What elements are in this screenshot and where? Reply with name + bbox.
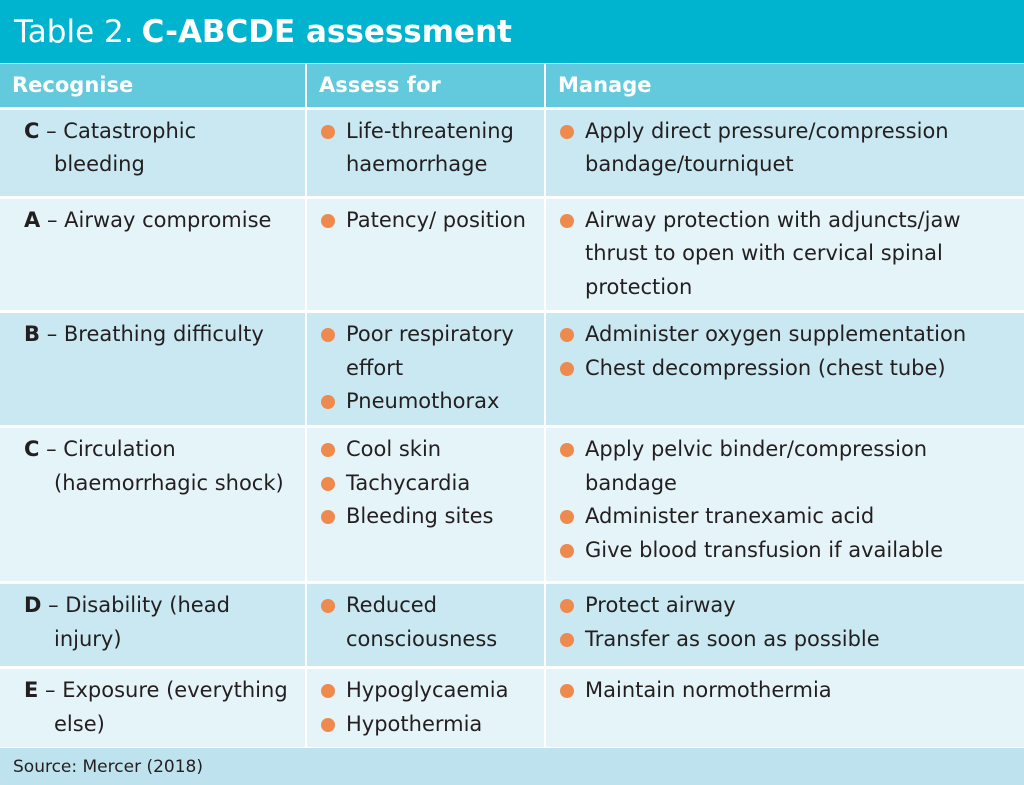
assess-item: Reduced consciousness xyxy=(319,589,532,656)
recognise-text xyxy=(12,433,293,500)
manage-cell xyxy=(545,668,1024,749)
recognise-cell xyxy=(0,197,306,312)
assess-cell xyxy=(306,583,545,668)
assess-cell xyxy=(306,427,545,583)
manage-item: Maintain normothermia xyxy=(558,674,1012,708)
manage-item: Apply direct pressure/compression bandage/tourniquet xyxy=(558,115,1012,182)
table-row xyxy=(0,427,1024,583)
assess-list xyxy=(319,204,532,238)
assess-list xyxy=(319,433,532,534)
manage-item: Chest decompression (chest tube) xyxy=(558,352,1012,386)
manage-item: Apply pelvic binder/compression bandage xyxy=(558,433,1012,500)
manage-list xyxy=(558,204,1012,305)
recognise-cell xyxy=(0,583,306,668)
assess-item: Cool skin xyxy=(319,433,532,467)
recognise-text xyxy=(12,204,293,238)
manage-cell xyxy=(545,197,1024,312)
recognise-letter: B xyxy=(24,322,41,346)
recognise-description: – Disability (head injury) xyxy=(48,593,230,651)
manage-cell xyxy=(545,583,1024,668)
table-body xyxy=(0,108,1024,749)
recognise-description: – Circulation (haemorrhagic shock) xyxy=(46,437,284,495)
manage-item: Give blood transfusion if available xyxy=(558,534,1012,568)
recognise-description: – Catastrophic bleeding xyxy=(46,118,197,176)
manage-cell xyxy=(545,108,1024,197)
recognise-cell xyxy=(0,108,306,197)
manage-cell xyxy=(545,312,1024,427)
recognise-letter: D xyxy=(24,593,42,617)
manage-item: Airway protection with adjuncts/jaw thrust to open with cervical spinal protection xyxy=(558,204,1012,305)
recognise-text xyxy=(12,589,293,656)
manage-list xyxy=(558,433,1012,567)
recognise-cell xyxy=(0,427,306,583)
recognise-description: – Breathing difficulty xyxy=(46,322,264,346)
assess-list xyxy=(319,318,532,419)
assess-item: Poor respiratory effort xyxy=(319,318,532,385)
recognise-description: – Airway compromise xyxy=(46,207,272,232)
recognise-letter: C xyxy=(24,118,40,143)
table-row xyxy=(0,197,1024,312)
assess-list xyxy=(319,589,532,656)
assess-item: Hypothermia xyxy=(319,708,532,742)
assess-item: Bleeding sites xyxy=(319,500,532,534)
manage-list xyxy=(558,115,1012,182)
recognise-cell xyxy=(0,668,306,749)
assess-item: Hypoglycaemia xyxy=(319,674,532,708)
assess-cell xyxy=(306,197,545,312)
header-row xyxy=(0,64,1024,108)
manage-item: Administer tranexamic acid xyxy=(558,500,1012,534)
table-row xyxy=(0,583,1024,668)
header-recognise: Recognise xyxy=(0,64,306,108)
recognise-letter: E xyxy=(24,678,39,702)
source-note: Source: Mercer (2018) xyxy=(0,748,1024,785)
assess-cell xyxy=(306,312,545,427)
recognise-letter: A xyxy=(24,207,41,232)
assess-cell xyxy=(306,668,545,749)
recognise-letter: C xyxy=(24,437,40,461)
table-row xyxy=(0,312,1024,427)
header-assess: Assess for xyxy=(306,64,545,108)
manage-item: Administer oxygen supplementation xyxy=(558,318,1012,352)
table-title-text: C-ABCDE assessment xyxy=(141,13,512,50)
assess-cell xyxy=(306,108,545,197)
assess-item: Pneumothorax xyxy=(319,385,532,419)
recognise-cell xyxy=(0,312,306,427)
recognise-text xyxy=(12,318,293,352)
header-manage: Manage xyxy=(545,64,1024,108)
manage-item: Protect airway xyxy=(558,589,1012,623)
table-row xyxy=(0,668,1024,749)
manage-list xyxy=(558,318,1012,385)
assess-item: Life-threatening haemorrhage xyxy=(319,115,532,182)
assessment-table xyxy=(0,64,1024,750)
assess-item: Tachycardia xyxy=(319,467,532,501)
recognise-description: – Exposure (everything else) xyxy=(45,678,288,736)
recognise-text xyxy=(12,674,293,741)
assess-item: Patency/ position xyxy=(319,204,532,238)
manage-cell xyxy=(545,427,1024,583)
table-number: Table 2. xyxy=(14,13,134,50)
manage-item: Transfer as soon as possible xyxy=(558,623,1012,657)
recognise-text xyxy=(12,115,293,182)
manage-list xyxy=(558,589,1012,656)
assess-list xyxy=(319,674,532,741)
assess-list xyxy=(319,115,532,182)
manage-list xyxy=(558,674,1012,708)
table-title xyxy=(0,0,1024,63)
table-row xyxy=(0,108,1024,197)
